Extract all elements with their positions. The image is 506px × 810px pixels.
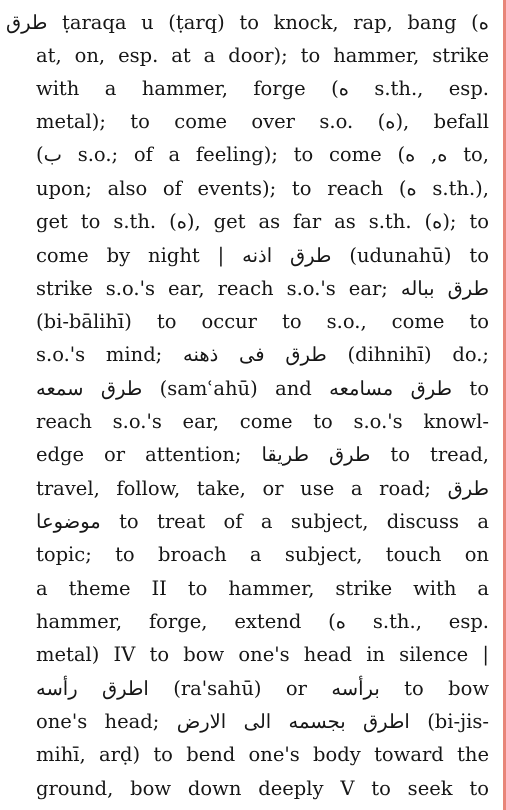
entry-line: metal) IV to bow one's head in silence | [36, 643, 489, 666]
entry-line: metal); to come over s.o. (ه), befall [36, 110, 490, 133]
entry-line: (bi-bālihī) to occur to s.o., come to [36, 310, 489, 333]
entry-line: اطرق رأسه (ra'sahū) or برأسه to bow [36, 677, 490, 700]
entry-line: travel, follow, take, or use a road; طرق [36, 477, 489, 500]
entry-line: (ب s.o.; of a feeling); to come (ه, ه to, [36, 143, 489, 166]
entry-line: hammer, forge, extend (ه s.th., esp. [36, 610, 490, 633]
entry-line: topic; to broach a subject, touch on [36, 543, 489, 566]
entry-line: strike s.o.'s ear, reach s.o.'s ear; طرق بباله [36, 277, 489, 300]
entry-line: with a hammer, forge (ه s.th., esp. [36, 77, 489, 100]
entry-line: a theme II to hammer, strike with a [36, 577, 489, 600]
entry-line: at, on, esp. at a door); to hammer, strike [36, 44, 489, 67]
entry-line: reach s.o.'s ear, come to s.o.'s knowl- [36, 410, 489, 433]
entry-line: get to s.th. (ه), get as far as s.th. (ه); to [36, 210, 490, 233]
entry-line: upon; also of events); to reach (ه s.th.), [36, 177, 489, 200]
entry-line: come by night | طرق اذنه (udunahū) to [36, 244, 490, 267]
entry-line: mihī, arḍ) to bend one's body toward the [36, 743, 489, 766]
entry-line: طرق ṭaraqa u (ṭarq) to knock, rap, bang (ه [6, 11, 489, 34]
entry-line: موضوعا to treat of a subject, discuss a [36, 510, 489, 533]
entry-line: ground, bow down deeply V to seek to [36, 777, 489, 800]
entry-line: one's head; اطرق بجسمه الى الارض (bi-jis- [36, 710, 489, 733]
entry-line: s.o.'s mind; طرق فى ذهنه (dihnihī) do.; [36, 343, 489, 366]
entry-line: طرق سمعه (samʿahū) and طرق مسامعه to [36, 377, 489, 400]
entry-line: edge or attention; طرق طريقا to tread, [36, 443, 489, 466]
